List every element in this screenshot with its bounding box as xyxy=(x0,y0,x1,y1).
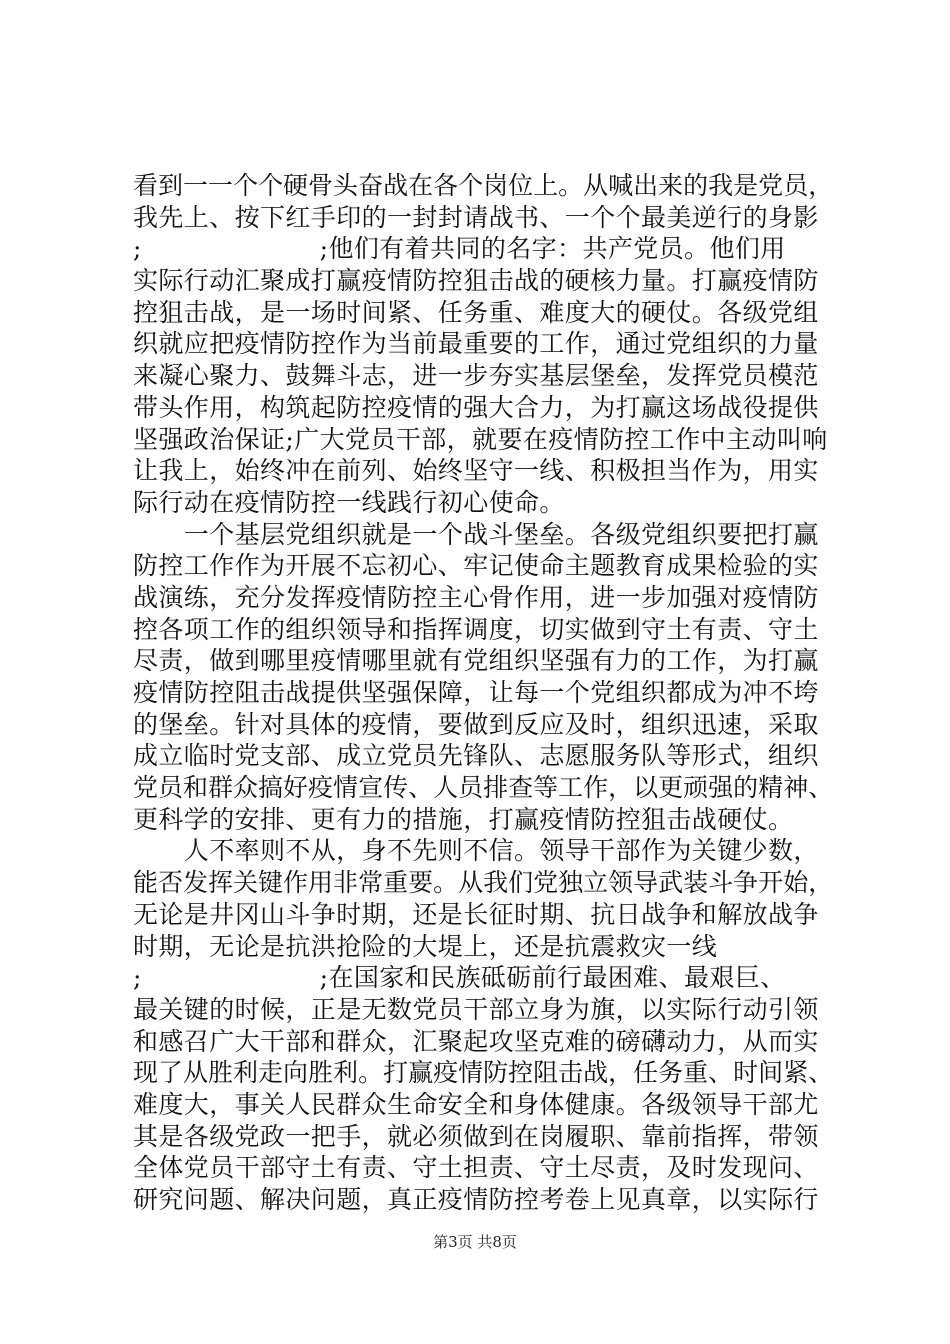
text-line: 际行动在疫情防控一线践行初心使命。 xyxy=(133,487,565,517)
text-line: 坚强政治保证;广大党员干部，就要在疫情防控工作中主动叫响 xyxy=(133,424,828,454)
text-line: 研究问题、解决问题，真正疫情防控考卷上见真章，以实际行 xyxy=(133,1185,819,1214)
text-line: 织就应把疫情防控作为当前最重要的工作，通过党组织的力量 xyxy=(133,329,819,359)
text-line: 成立临时党支部、成立党员先锋队、志愿服务队等形式，组织 xyxy=(133,741,819,771)
text-line: 和感召广大干部和群众，汇聚起攻坚克难的磅礴动力，从而实 xyxy=(133,1026,819,1056)
text-line: 控狙击战，是一场时间紧、任务重、难度大的硬仗。各级党组 xyxy=(133,297,819,327)
text-line: ; ;他们有着共同的名字：共产党员。他们用 xyxy=(133,234,786,264)
text-line: 战演练，充分发挥疫情防控主心骨作用，进一步加强对疫情防 xyxy=(133,582,819,612)
text-line: 难度大，事关人民群众生命安全和身体健康。各级领导干部尤 xyxy=(133,1089,819,1119)
text-line: 能否发挥关键作用非常重要。从我们党独立领导武装斗争开始， xyxy=(133,868,834,898)
text-line: 一个基层党组织就是一个战斗堡垒。各级党组织要把打赢 xyxy=(133,519,819,549)
text-line: 现了从胜利走向胜利。打赢疫情防控阻击战，任务重、时间紧、 xyxy=(133,1058,834,1088)
text-line: 让我上，始终冲在前列、始终坚守一线、积极担当作为，用实 xyxy=(133,456,819,486)
text-line: 尽责，做到哪里疫情哪里就有党组织坚强有力的工作，为打赢 xyxy=(133,646,819,676)
text-line: 时期，无论是抗洪抢险的大堤上，还是抗震救灾一线 xyxy=(133,931,718,961)
text-line: ; ;在国家和民族砥砺前行最困难、最艰巨、 xyxy=(133,963,786,993)
text-line: 的堡垒。针对具体的疫情，要做到反应及时，组织迅速，采取 xyxy=(133,709,819,739)
text-line: 来凝心聚力、鼓舞斗志，进一步夯实基层堡垒，发挥党员模范 xyxy=(133,361,819,391)
text-line: 最关键的时候，正是无数党员干部立身为旗，以实际行动引领 xyxy=(133,994,819,1024)
text-line: 党员和群众搞好疫情宣传、人员排查等工作，以更顽强的精神、 xyxy=(133,773,834,803)
text-line: 疫情防控阻击战提供坚强保障，让每一个党组织都成为冲不垮 xyxy=(133,678,819,707)
text-line: 其是各级党政一把手，就必须做到在岗履职、靠前指挥，带领 xyxy=(133,1121,819,1151)
text-line: 全体党员干部守土有责、守土担责、守土尽责，及时发现问、 xyxy=(133,1153,819,1183)
text-line: 控各项工作的组织领导和指挥调度，切实做到守土有责、守土 xyxy=(133,614,819,644)
text-line: 人不率则不从，身不先则不信。领导干部作为关键少数， xyxy=(133,836,819,866)
document-body xyxy=(133,170,833,1216)
text-line: 实际行动汇聚成打赢疫情防控狙击战的硬核力量。打赢疫情防 xyxy=(133,266,819,296)
text-line: 我先上、按下红手印的一封封请战书、一个个最美逆行的身影 xyxy=(133,202,819,232)
text-line: 带头作用，构筑起防控疫情的强大合力，为打赢这场战役提供 xyxy=(133,392,819,422)
text-line: 看到一一个个硬骨头奋战在各个岗位上。从喊出来的我是党员， xyxy=(133,171,834,200)
text-line: 无论是井冈山斗争时期，还是长征时期、抗日战争和解放战争 xyxy=(133,899,819,929)
text-line: 防控工作作为开展不忘初心、牢记使命主题教育成果检验的实 xyxy=(133,551,819,581)
page-footer: 第3页 共8页 xyxy=(433,1233,517,1251)
text-line: 更科学的安排、更有力的措施，打赢疫情防控狙击战硬仗。 xyxy=(133,804,794,834)
